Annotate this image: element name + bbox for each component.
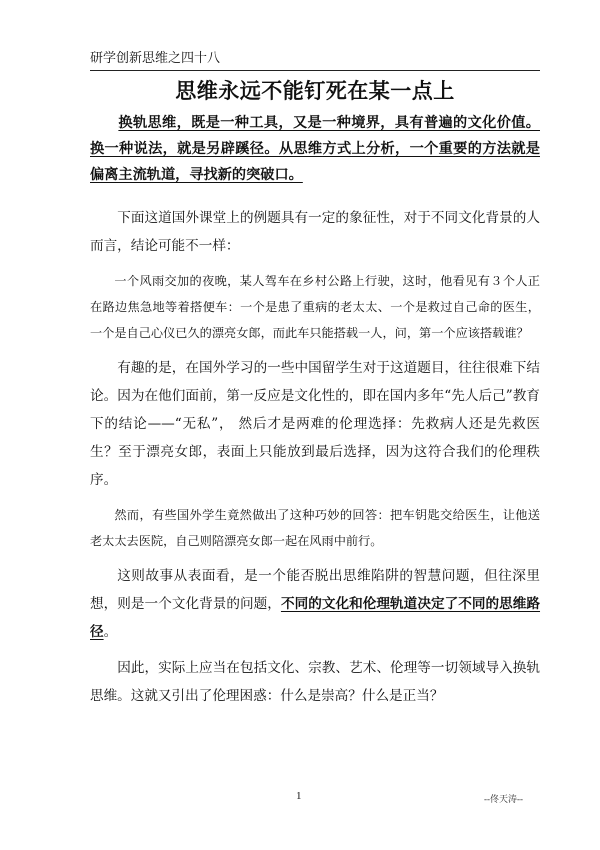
article-body: [90, 110, 540, 718]
intro-lead-text: 换轨思维，既是一种工具，又是一种境界，具有普遍的文化价值。换一种说法，就是另辟蹊径。从思维方式上分析，一个重要的方法就是偏离主流轨道，寻找新的突破口。: [90, 115, 540, 183]
page-number: 1: [296, 790, 302, 802]
intro-paragraph: [90, 110, 540, 188]
paragraph-3: 有趣的是，在国外学习的一些中国留学生对于这道题目，往往很难下结论。因为在他们面前，第一反应是文化性的，即在国内多年“先人后己”教育下的结论——“无私”， 然后才是两难的伦理选择：先救病人还是先救医生？至于漂亮女郎，表面上只能放到最后选择，因为这符合我们的伦理秩序。: [90, 360, 540, 488]
series-label: 研学创新思维之四十八: [90, 51, 221, 66]
paragraph-5-text: 这则故事从表面看，是一个能否脱出思维陷阱的智慧问题，但往深里想，则是一个文化背景的问题，: [90, 568, 540, 612]
paragraph-5-end: 。: [103, 624, 118, 640]
story-paragraph: 一个风雨交加的夜晚，某人驾车在乡村公路上行驶，这时，他看见有３个人正在路边焦急地等着搭便车：一个是患了重病的老太太、一个是救过自己命的医生，一个是自己心仪已久的漂亮女郎，而此车只能搭载一人，问，第一个应该搭载谁？: [90, 274, 540, 340]
paragraph-5-emphasis: 不同的文化和伦理轨道决定了不同的思维路径: [90, 596, 541, 640]
paragraph-1: 下面这道国外课堂上的例题具有一定的象征性，对于不同文化背景的人而言，结论可能不一样：: [90, 210, 540, 254]
author-signature: --佟天涛--: [484, 794, 523, 804]
page-title: 思维永远不能钉死在某一点上: [175, 79, 455, 103]
series-header: [90, 50, 540, 71]
paragraph-6: 因此，实际上应当在包括文化、宗教、艺术、伦理等一切领域导入换轨思维。这就又引出了伦理困惑：什么是崇高？什么是正当？: [90, 660, 540, 704]
paragraph-5: [90, 562, 540, 646]
answer-paragraph: 然而，有些国外学生竟然做出了这种巧妙的回答：把车钥匙交给医生，让他送老太太去医院，自己则陪漂亮女郎一起在风雨中前行。: [90, 508, 540, 548]
